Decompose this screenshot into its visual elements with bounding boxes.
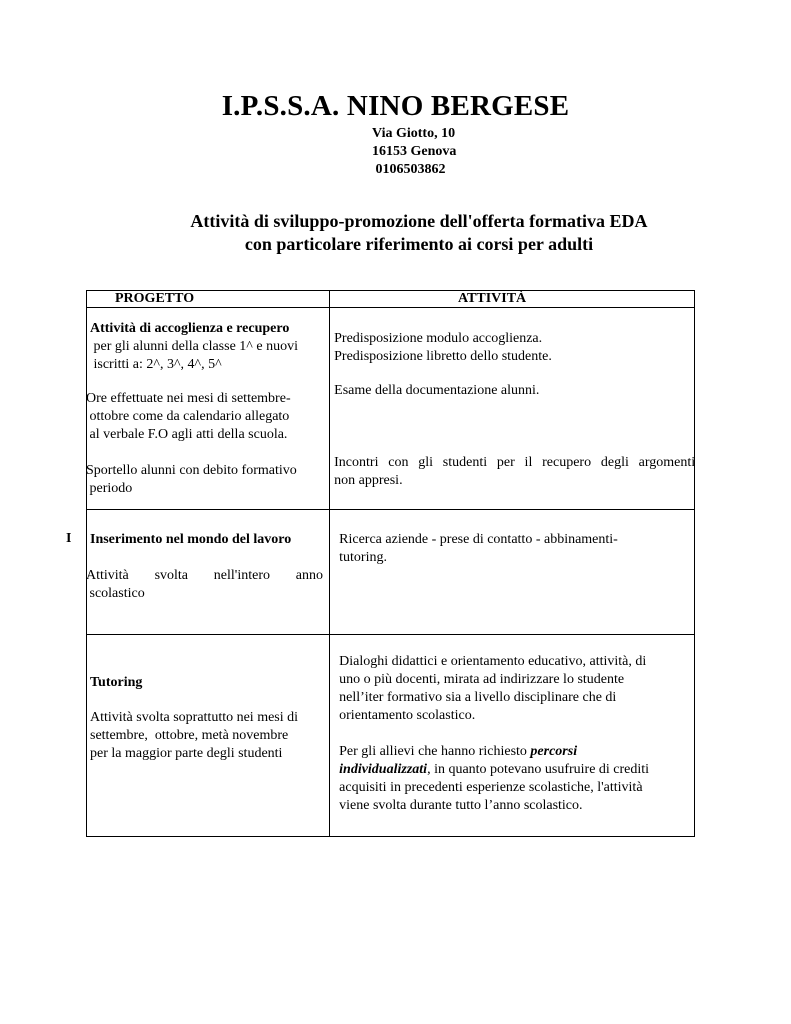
row-marker: I [66,531,72,546]
activity-text: , in quanto potevano usufruire di crediti [427,762,650,777]
header-attivita: ATTIVITÀ [330,291,695,308]
activity-line: tutoring. [339,550,387,565]
activity-line: Esame della documentazione alunni. [334,383,540,398]
activity-line: viene svolta durante tutto l’anno scolastico. [339,798,583,813]
activities-table [86,290,695,837]
activity-line [339,761,649,779]
project-desc-line: settembre, ottobre, metà novembre [90,728,289,743]
activity-line: Predisposizione libretto dello studente. [334,349,552,364]
header-progetto: PROGETTO [87,291,330,308]
school-address [372,125,572,179]
activity-line: nell’iter formativo sia a livello disciplinare che di [339,690,617,705]
activity-line: Incontri con gli studenti per il recupero degli argomenti [334,455,696,470]
attivita-cell-lavoro [330,510,695,635]
project-desc-line: per la maggior parte degli studenti [90,746,283,761]
activity-line: non appresi. [334,473,403,488]
project-desc-line: Sportello alunni con debito formativo [86,463,297,478]
project-title-accoglienza: Attività di accoglienza e recupero [90,321,290,336]
table-header-row [87,291,695,308]
activity-text: Per gli allievi che hanno richiesto [339,744,531,759]
address-city: 16153 Genova [372,144,457,159]
document-subtitle [0,210,791,256]
project-desc-line: ottobre come da calendario allegato [86,409,290,424]
school-title: I.P.S.S.A. NINO BERGESE [221,90,570,122]
project-desc-line: Ore effettuate nei mesi di settembre- [86,391,291,406]
progetto-cell-accoglienza [87,308,330,510]
activity-line [339,743,649,761]
activity-line: orientamento scolastico. [339,708,476,723]
table-row [87,510,695,635]
project-desc-line: Attività svolta nell'intero anno [86,568,323,583]
address-street: Via Giotto, 10 [372,126,456,141]
attivita-cell-accoglienza [330,308,695,510]
activity-emphasis: individualizzati [339,762,428,777]
activity-line: acquisiti in precedenti esperienze scolastiche, l'attività [339,780,643,795]
subtitle-line-2: con particolare riferimento ai corsi per adulti [244,234,594,254]
subtitle-line-1: Attività di sviluppo-promozione dell'offerta formativa EDA [190,211,648,231]
attivita-cell-tutoring [330,635,695,837]
project-desc-line: iscritti a: 2^, 3^, 4^, 5^ [90,357,222,372]
project-desc-line: periodo [86,481,133,496]
table-row [87,635,695,837]
project-title-lavoro: Inserimento nel mondo del lavoro [90,532,292,547]
project-desc-line: scolastico [86,586,145,601]
progetto-cell-tutoring [87,635,330,837]
activity-line: Predisposizione modulo accoglienza. [334,331,543,346]
project-desc-line: Attività svolta soprattutto nei mesi di [90,710,299,725]
project-desc-line: al verbale F.O agli atti della scuola. [86,427,288,442]
table-row [87,308,695,510]
progetto-cell-lavoro [87,510,330,635]
activity-line: Ricerca aziende - prese di contatto - abbinamenti- [339,532,618,547]
activity-line: uno o più docenti, mirata ad indirizzare lo studente [339,672,625,687]
address-phone: 0106503862 [372,162,446,177]
project-title-tutoring: Tutoring [90,675,143,690]
activity-line: Dialoghi didattici e orientamento educativo, attività, di [339,654,647,669]
activity-emphasis: percorsi [530,744,578,759]
project-desc-line: per gli alunni della classe 1^ e nuovi [90,339,298,354]
